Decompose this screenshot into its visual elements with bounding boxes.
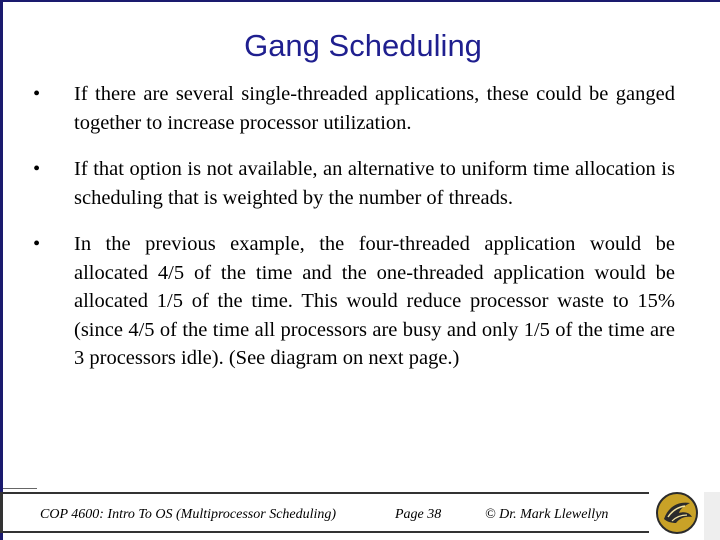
footer-divider-bottom <box>3 531 649 533</box>
footer-right-strip <box>704 492 720 540</box>
footer-copyright: © Dr. Mark Llewellyn <box>485 507 609 522</box>
bullet-item <box>33 155 675 212</box>
footer-left-edge <box>0 492 3 533</box>
ucf-pegasus-logo-icon <box>652 489 702 535</box>
footer-divider-accent <box>3 488 37 489</box>
bullet-dot: • <box>33 158 41 180</box>
slide-title: Gang Scheduling <box>244 28 482 63</box>
bullet-dot: • <box>33 83 41 105</box>
footer-course: COP 4600: Intro To OS (Multiprocessor Scheduling) <box>40 507 337 522</box>
bullet-dot: • <box>33 233 41 255</box>
bullet-item <box>33 230 675 373</box>
bullet-list <box>33 80 675 391</box>
bullet-item <box>33 80 675 137</box>
bullet-text: In the previous example, the four-threaded application would be allocated 4/5 of the time and the one-threaded application would be allocated 1/5 of the time. This would reduce processor waste to 15% (since 4/5 of the time all processors are busy and only 1/5 of the time are 3 processors idle). (See diagram on next page.) <box>74 233 675 369</box>
footer-divider-top <box>3 492 649 494</box>
footer-page-number: Page 38 <box>395 507 442 522</box>
bullet-text: If that option is not available, an alternative to uniform time allocation is scheduling that is weighted by the number of threads. <box>74 158 675 209</box>
bullet-text: If there are several single-threaded applications, these could be ganged together to increase processor utilization. <box>74 83 675 134</box>
